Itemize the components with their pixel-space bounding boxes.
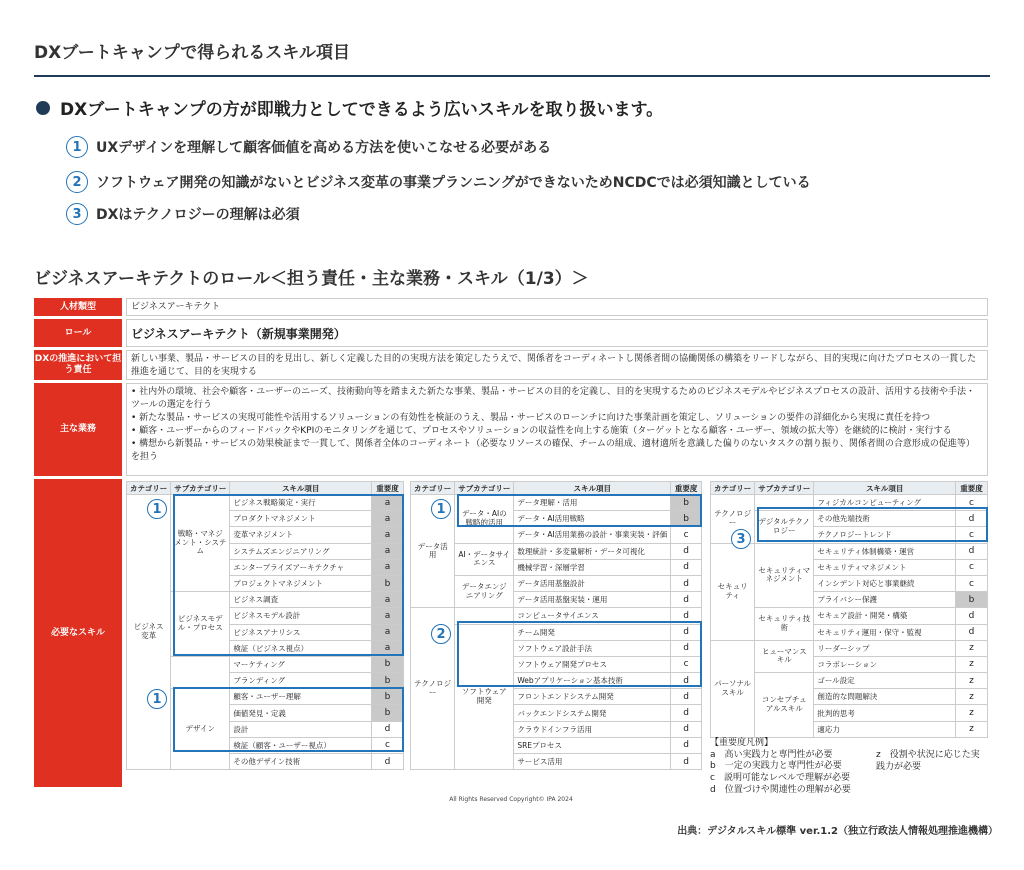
importance-badge: d <box>956 624 988 640</box>
importance-badge: d <box>671 624 702 640</box>
category-cell: テクノロジー <box>711 495 755 544</box>
importance-badge: d <box>671 608 702 624</box>
importance-badge: b <box>372 656 404 672</box>
table-header-cell: スキル項目 <box>514 482 671 495</box>
skill-item: フロントエンドシステム開発 <box>514 689 671 705</box>
table-header-cell: サブカテゴリー <box>755 482 814 495</box>
table-header-row <box>711 482 988 495</box>
table-header-cell: 重要度 <box>671 482 702 495</box>
importance-badge: d <box>671 592 702 608</box>
skill-item: サービス活用 <box>514 754 671 770</box>
skill-item: データ理解・活用 <box>514 495 671 511</box>
skill-item: インシデント対応と事業継続 <box>814 575 956 591</box>
skill-item: 設計 <box>230 721 372 737</box>
importance-badge: b <box>372 575 404 591</box>
skill-item: 機械学習・深層学習 <box>514 559 671 575</box>
importance-badge: a <box>372 640 404 656</box>
table-header-cell: カテゴリー <box>711 482 755 495</box>
skill-item: チーム開発 <box>514 624 671 640</box>
importance-badge: c <box>671 527 702 543</box>
importance-badge: a <box>372 511 404 527</box>
skill-item: 変革マネジメント <box>230 527 372 543</box>
skill-item: セキュリティ運用・保守・監視 <box>814 624 956 640</box>
circled-number-icon: 1 <box>66 136 88 158</box>
importance-badge: a <box>372 624 404 640</box>
marker-1-icon: 1 <box>147 499 167 519</box>
skill-item: ソフトウェア開発プロセス <box>514 656 671 672</box>
table-header-cell: スキル項目 <box>230 482 372 495</box>
table-row <box>411 575 702 591</box>
importance-badge: c <box>671 656 702 672</box>
skill-item: コラボレーション <box>814 656 956 672</box>
category-cell: パーソナルスキル <box>711 640 755 737</box>
importance-badge: z <box>956 640 988 656</box>
table-header-cell: 重要度 <box>372 482 404 495</box>
gyomu-item: • 顧客・ユーザーからのフィードバックやKPIのモニタリングを通じて、プロセスやソリューションの収益性を向上する施策（ターゲットとなる顧客・ユーザー、領域の拡大等）を継続的に検討・実行する <box>131 426 952 437</box>
skill-item: 価値発見・定義 <box>230 705 372 721</box>
importance-badge: d <box>671 559 702 575</box>
importance-badge: b <box>372 673 404 689</box>
point-2 <box>66 171 811 193</box>
legend-d: d 位置づけや関連性の理解が必要 <box>710 784 851 795</box>
skill-item: プライバシー保護 <box>814 592 956 608</box>
subcategory-cell: デジタルテクノロジー <box>755 511 814 543</box>
skill-item: 検証（ビジネス視点） <box>230 640 372 656</box>
skill-item: 数理統計・多変量解析・データ可視化 <box>514 543 671 559</box>
circled-number-icon: 3 <box>66 203 88 225</box>
subcategory-cell: ソフトウェア開発 <box>455 624 514 770</box>
skill-item: セキュリティマネジメント <box>814 559 956 575</box>
marker-2-icon: 2 <box>431 624 451 644</box>
gyomu-list <box>126 383 988 476</box>
label-dx: DXの推進において担う責任 <box>34 350 122 380</box>
skill-item: プロダクトマネジメント <box>230 511 372 527</box>
skill-item: システムズエンジニアリング <box>230 543 372 559</box>
legend-b: b 一定の実践力と専門性が必要 <box>710 761 842 772</box>
importance-badge: d <box>671 543 702 559</box>
subcategory-cell: ビジネスモデル・プロセス <box>171 592 230 657</box>
skill-item: エンタープライズアーキテクチャ <box>230 559 372 575</box>
skill-item: ブランディング <box>230 673 372 689</box>
table-header-cell: サブカテゴリー <box>171 482 230 495</box>
skill-item: セキュリティ体制構築・運営 <box>814 543 956 559</box>
highlight-box <box>757 507 988 542</box>
category-cell: ビジネス変革 <box>127 495 171 770</box>
circled-number-icon: 2 <box>66 171 88 193</box>
importance-badge: b <box>372 705 404 721</box>
highlight-box <box>457 494 702 527</box>
marker-3-icon: 3 <box>731 529 751 549</box>
legend-title: 【重要度凡例】 <box>710 738 774 748</box>
point-text: ソフトウェア開発の知識がないとビジネス変革の事業プランニングができないためNCDCでは必須知識としている <box>96 175 811 191</box>
skill-item: テクノロジートレンド <box>814 527 956 543</box>
importance-badge: b <box>956 592 988 608</box>
skill-item: Webアプリケーション基本技術 <box>514 673 671 689</box>
skill-item: 適応力 <box>814 721 956 737</box>
subcategory-cell: データ・AIの戦略的活用 <box>455 495 514 544</box>
gyomu-item: • 構想から新製品・サービスの効果検証まで一貫して、関係者全体のコーディネート（必要なリソースの確保、チームの組成、適材適所を意識した偏りのないタスクの割り振り、関係者間の合意形成の促進等）を担う <box>131 439 975 463</box>
subcategory-cell: セキュリティマネジメント <box>755 543 814 608</box>
table-header-row <box>127 482 404 495</box>
subcategory-cell: ヒューマンスキル <box>755 640 814 672</box>
table-header-cell: サブカテゴリー <box>455 482 514 495</box>
marker-1-icon: 1 <box>147 689 167 709</box>
importance-badge: d <box>671 640 702 656</box>
bullet-dot-icon <box>36 101 50 115</box>
skill-item: フィジカルコンピューティング <box>814 495 956 511</box>
importance-badge: d <box>956 608 988 624</box>
importance-badge: a <box>372 527 404 543</box>
skill-item: 検証（顧客・ユーザー視点） <box>230 737 372 753</box>
importance-badge: c <box>956 575 988 591</box>
skill-item: リーダーシップ <box>814 640 956 656</box>
importance-badge: c <box>956 495 988 511</box>
importance-badge: d <box>671 575 702 591</box>
label-jinzai: 人材類型 <box>34 298 122 316</box>
importance-badge: z <box>956 721 988 737</box>
legend-a: a 高い実践力と専門性が必要 <box>710 749 833 760</box>
skill-item: その他先端技術 <box>814 511 956 527</box>
subcategory-cell: AI・データサイエンス <box>455 543 514 575</box>
skill-item: コンピュータサイエンス <box>514 608 671 624</box>
importance-badge: c <box>956 559 988 575</box>
table-header-cell: カテゴリー <box>127 482 171 495</box>
source-note: 出典：デジタルスキル標準 ver.1.2（独立行政法人情報処理推進機構） <box>677 826 998 837</box>
table-row <box>411 543 702 559</box>
category-cell: テクノロジー <box>411 608 455 770</box>
dx-value: 新しい事業、製品・サービスの目的を見出し、新しく定義した目的の実現方法を策定したうえで、関係者をコーディネートし関係者間の協働関係の構築をリードしながら、目的実現に向けたプロセスの一貫した推進を通じて、目的を実現する <box>126 350 988 380</box>
marker-1-icon: 1 <box>431 499 451 519</box>
gyomu-item: • 社内外の環境、社会や顧客・ユーザーのニーズ、技術動向等を踏まえた新たな事業、製品・サービスの目的を定義し、目的を実現するためのビジネスモデルやビジネスプロセスの設計、活用する技術や手法・ツールの選定を行う <box>131 387 976 411</box>
importance-badge: d <box>671 689 702 705</box>
skill-item: バックエンドシステム開発 <box>514 705 671 721</box>
section-subtitle: ビジネスアーキテクトのロール＜担う責任・主な業務・スキル（1/3）＞ <box>34 269 589 289</box>
skill-item: クラウドインフラ活用 <box>514 721 671 737</box>
skill-item: データ・AI活用戦略 <box>514 511 671 527</box>
point-text: UXデザインを理解して顧客価値を高める方法を使いこなせる必要がある <box>96 140 552 156</box>
importance-badge: d <box>372 721 404 737</box>
point-1 <box>66 136 551 158</box>
category-cell: セキュリティ <box>711 543 755 640</box>
importance-badge: d <box>671 673 702 689</box>
importance-badge: a <box>372 495 404 511</box>
importance-badge: b <box>372 689 404 705</box>
skill-item: その他デザイン技術 <box>230 754 372 770</box>
table-header-row <box>411 482 702 495</box>
jinzai-value: ビジネスアーキテクト <box>126 298 988 316</box>
skill-item: ビジネス調査 <box>230 592 372 608</box>
copyright: All Rights Reserved Copyright© IPA 2024 <box>449 796 573 803</box>
importance-badge: b <box>671 511 702 527</box>
table-header-cell: 重要度 <box>956 482 988 495</box>
importance-badge: z <box>956 673 988 689</box>
skill-item: 批判的思考 <box>814 705 956 721</box>
subcategory-cell: 戦略・マネジメント・システム <box>171 495 230 592</box>
label-skill: 必要なスキル <box>34 479 122 787</box>
table-row <box>711 543 988 559</box>
skill-item: 顧客・ユーザー理解 <box>230 689 372 705</box>
skill-item: SREプロセス <box>514 737 671 753</box>
importance-badge: b <box>671 495 702 511</box>
skill-item: ビジネス戦略策定・実行 <box>230 495 372 511</box>
subcategory-cell: コンセプチュアルスキル <box>755 673 814 738</box>
subcategory-cell: デザイン <box>171 689 230 770</box>
skill-item: ソフトウェア設計手法 <box>514 640 671 656</box>
importance-badge: a <box>372 592 404 608</box>
highlight-box <box>173 687 404 752</box>
importance-badge: d <box>671 705 702 721</box>
skill-item: ビジネスモデル設計 <box>230 608 372 624</box>
skill-item: プロジェクトマネジメント <box>230 575 372 591</box>
legend-z: z 役割や状況に応じた実践力が必要 <box>876 750 980 772</box>
skill-item: ビジネスアナリシス <box>230 624 372 640</box>
importance-badge: a <box>372 608 404 624</box>
skill-item: データ活用基盤実装・運用 <box>514 592 671 608</box>
page-title: DXブートキャンプで得られるスキル項目 <box>34 43 351 63</box>
importance-badge: c <box>372 737 404 753</box>
skill-item: 創造的な問題解決 <box>814 689 956 705</box>
importance-badge: d <box>671 754 702 770</box>
importance-badge: z <box>956 656 988 672</box>
table-header-cell: カテゴリー <box>411 482 455 495</box>
table-row <box>711 640 988 656</box>
importance-badge: d <box>956 543 988 559</box>
skill-item: データ活用基盤設計 <box>514 575 671 591</box>
importance-badge: c <box>956 527 988 543</box>
skill-item: データ・AI活用業務の設計・事業実装・評価 <box>514 527 671 543</box>
importance-badge: d <box>372 754 404 770</box>
importance-badge: a <box>372 543 404 559</box>
importance-badge: d <box>671 737 702 753</box>
headline <box>36 95 663 120</box>
importance-badge: d <box>671 721 702 737</box>
importance-badge: z <box>956 705 988 721</box>
legend-left <box>710 738 851 796</box>
importance-badge: z <box>956 689 988 705</box>
category-cell: データ活用 <box>411 495 455 608</box>
point-text: DXはテクノロジーの理解は必須 <box>96 207 300 223</box>
skill-item: マーケティング <box>230 656 372 672</box>
skill-item: ゴール設定 <box>814 673 956 689</box>
subcategory-cell: データエンジニアリング <box>455 575 514 607</box>
role-value: ビジネスアーキテクト（新規事業開発） <box>126 319 988 347</box>
title-divider <box>34 75 990 77</box>
importance-badge: d <box>956 511 988 527</box>
label-role: ロール <box>34 319 122 347</box>
gyomu-item: • 新たな製品・サービスの実現可能性や活用するソリューションの有効性を検証のうえ、製品・サービスのローンチに向けた事業計画を策定し、ソリューションの要件の詳細化から実現に責任を持つ <box>131 413 931 424</box>
subcategory-cell: セキュリティ技術 <box>755 608 814 640</box>
skill-item: セキュア設計・開発・構築 <box>814 608 956 624</box>
legend-c: c 説明可能なレベルで理解が必要 <box>710 773 850 784</box>
table-header-cell: スキル項目 <box>814 482 956 495</box>
point-3 <box>66 203 300 225</box>
label-gyomu: 主な業務 <box>34 383 122 476</box>
highlight-box <box>457 621 702 687</box>
headline-text: DXブートキャンプの方が即戦力としてできるよう広いスキルを取り扱います。 <box>60 100 664 120</box>
skill-standard-figure <box>34 296 988 816</box>
highlight-box <box>173 494 404 656</box>
importance-badge: a <box>372 559 404 575</box>
subcategory-cell <box>171 656 230 688</box>
